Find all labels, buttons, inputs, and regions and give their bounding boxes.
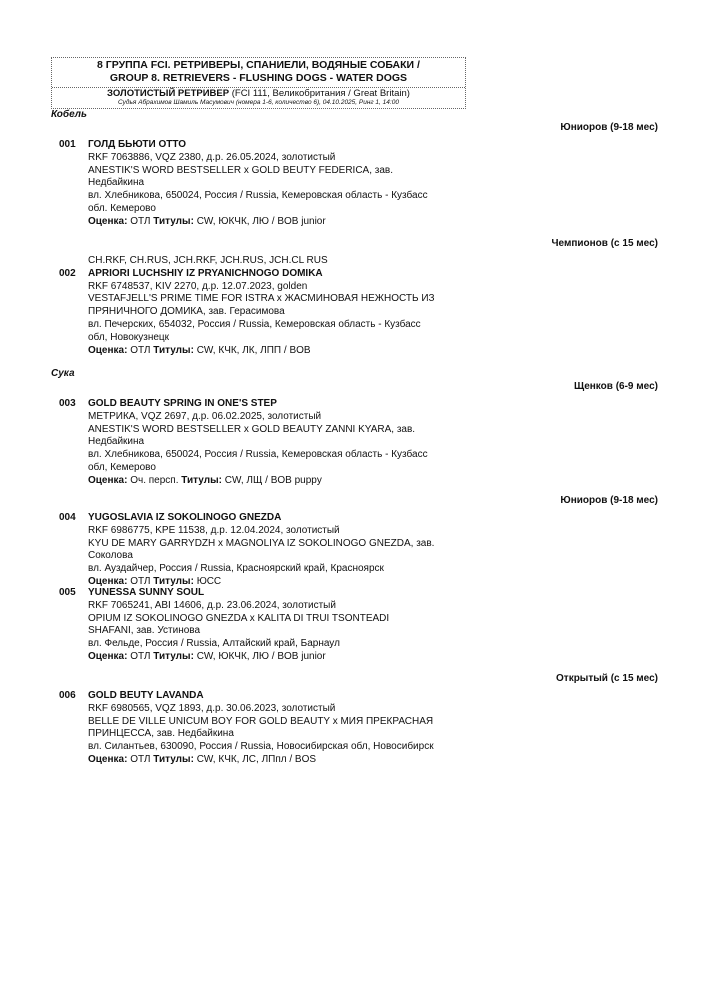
- titles-value: CW, КЧК, ЛК, ЛПП / BOB: [196, 344, 311, 356]
- dog-result: [88, 651, 478, 664]
- dog-prior-titles: CH.RKF, CH.RUS, JCH.RKF, JCH.RUS, JCH.CL RUS: [88, 255, 328, 266]
- dog-owner-cont: обл, Кемерово: [88, 461, 156, 473]
- catalog-number: 001: [59, 139, 76, 150]
- titles-label: Титулы:: [153, 215, 194, 227]
- dog-owner: вл. Силантьев, 630090, Россия / Russia, Новосибирская обл, Новосибирск: [88, 741, 434, 753]
- dog-entry: [88, 587, 478, 664]
- dog-name: APRIORI LUCHSHIY IZ PRYANICHNOGO DOMIKA: [88, 267, 323, 279]
- dog-parents-cont: ПРЯНИЧНОГО ДОМИКА, зав. Герасимова: [88, 306, 285, 318]
- class-heading: Щенков (6-9 мес): [574, 381, 658, 392]
- dog-registration: RKF 6980565, VQZ 1893, д.р. 30.06.2023, золотистый: [88, 702, 336, 714]
- titles-value: CW, КЧК, ЛС, ЛПпл / BOS: [196, 753, 317, 765]
- catalog-number: 006: [59, 690, 76, 701]
- rating-value: ОТЛ: [130, 650, 151, 662]
- rating-value: ОТЛ: [130, 215, 151, 227]
- dog-parents: ANESTIK'S WORD BESTSELLER x GOLD BEUTY FEDERICA, зав.: [88, 164, 394, 176]
- dog-registration: RKF 6986775, KPE 11538, д.р. 12.04.2024, золотистый: [88, 524, 340, 536]
- dog-parents-cont: SHAFANI, зав. Устинова: [88, 625, 201, 637]
- group-title-line-1: 8 ГРУППА FCI. РЕТРИВЕРЫ, СПАНИЕЛИ, ВОДЯНЫЕ СОБАКИ /: [97, 59, 420, 71]
- group-title: [52, 58, 465, 88]
- dog-parents: OPIUM IZ SOKOLINOGO GNEZDA x KALITA DI TRUI TSONTEADI: [88, 612, 390, 624]
- rating-label: Оценка:: [88, 753, 128, 765]
- dog-entry: [88, 398, 478, 488]
- dog-parents-cont: ПРИНЦЕССА, зав. Недбайкина: [88, 728, 234, 740]
- titles-label: Титулы:: [181, 474, 222, 486]
- class-heading: Юниоров (9-18 мес): [560, 495, 658, 506]
- dog-parents-cont: Соколова: [88, 550, 133, 562]
- dog-owner-cont: обл, Новокузнецк: [88, 331, 170, 343]
- rating-value: ОТЛ: [130, 575, 151, 587]
- dog-name: YUGOSLAVIA IZ SOKOLINOGO GNEZDA: [88, 512, 282, 523]
- section-sex-male: Кобель: [51, 109, 87, 120]
- dog-parents: ANESTIK'S WORD BESTSELLER x GOLD BEAUTY ZANNI KYARA, зав.: [88, 423, 416, 435]
- titles-label: Титулы:: [153, 344, 194, 356]
- breed-info: (FCI 111, Великобритания / Great Britain): [231, 88, 410, 99]
- dog-name: GOLD BEUTY LAVANDA: [88, 690, 204, 701]
- section-sex-female: Сука: [51, 368, 75, 379]
- titles-label: Титулы:: [153, 650, 194, 662]
- rating-label: Оценка:: [88, 215, 128, 227]
- dog-name: GOLD BEAUTY SPRING IN ONE'S STEP: [88, 398, 277, 409]
- dog-owner: вл. Печерских, 654032, Россия / Russia, Кемеровская область - Кузбасс: [88, 318, 421, 330]
- rating-value: ОТЛ: [130, 753, 151, 765]
- rating-label: Оценка:: [88, 474, 128, 486]
- rating-label: Оценка:: [88, 575, 128, 587]
- breed-row: [52, 88, 465, 99]
- titles-label: Титулы:: [153, 753, 194, 765]
- dog-registration: RKF 7063886, VQZ 2380, д.р. 26.05.2024, золотистый: [88, 151, 336, 163]
- dog-entry: [88, 139, 478, 229]
- titles-value: CW, ЮКЧК, ЛЮ / BOB junior: [196, 215, 326, 227]
- dog-name: YUNESSA SUNNY SOUL: [88, 587, 205, 598]
- dog-entry: [88, 690, 478, 767]
- catalog-number: 004: [59, 512, 76, 523]
- catalog-number: 005: [59, 587, 76, 598]
- class-heading: Открытый (с 15 мес): [556, 673, 658, 684]
- titles-value: ЮСС: [196, 575, 222, 587]
- dog-registration: МЕТРИКА, VQZ 2697, д.р. 06.02.2025, золотистый: [88, 410, 322, 422]
- rating-value: Оч. персп.: [130, 474, 179, 486]
- dog-owner: вл. Ауздайчер, Россия / Russia, Красноярский край, Красноярск: [88, 563, 384, 575]
- catalog-header: [51, 57, 466, 109]
- class-heading: Чемпионов (с 15 мес): [551, 238, 658, 249]
- titles-value: CW, ЮКЧК, ЛЮ / BOB junior: [196, 650, 326, 662]
- dog-registration: RKF 6748537, KIV 2270, д.р. 12.07.2023, golden: [88, 280, 308, 292]
- dog-result: [88, 754, 478, 767]
- catalog-number: 002: [59, 268, 76, 279]
- dog-parents: KYU DE MARY GARRYDZH x MAGNOLIYA IZ SOKOLINOGO GNEZDA, зав.: [88, 537, 435, 549]
- dog-entry: [88, 255, 478, 357]
- class-heading: Юниоров (9-18 мес): [560, 122, 658, 133]
- dog-name: ГОЛД БЬЮТИ ОТТО: [88, 139, 187, 150]
- dog-owner-cont: обл. Кемерово: [88, 202, 156, 214]
- rating-label: Оценка:: [88, 650, 128, 662]
- dog-result: [88, 216, 478, 229]
- titles-value: CW, ЛЩ / BOB puppy: [224, 474, 322, 486]
- dog-parents: BELLE DE VILLE UNICUM BOY FOR GOLD BEAUTY x МИЯ ПРЕКРАСНАЯ: [88, 715, 434, 727]
- judge-info: Судья Абрахимов Шамиль Масумович (номера 1-6, количество 6), 04.10.2025, Ринг 1, 14:00: [118, 99, 399, 106]
- dog-owner: вл. Фельде, Россия / Russia, Алтайский край, Барнаул: [88, 638, 340, 650]
- dog-owner: вл. Хлебникова, 650024, Россия / Russia, Кемеровская область - Кузбасс: [88, 190, 428, 202]
- catalog-number: 003: [59, 398, 76, 409]
- dog-parents-cont: Недбайкина: [88, 177, 145, 189]
- titles-label: Титулы:: [153, 575, 194, 587]
- group-title-line-2: GROUP 8. RETRIEVERS - FLUSHING DOGS - WATER DOGS: [109, 72, 408, 84]
- breed-name: ЗОЛОТИСТЫЙ РЕТРИВЕР: [107, 88, 230, 99]
- dog-entry: [88, 512, 478, 589]
- dog-result: [88, 345, 478, 358]
- dog-parents-cont: Недбайкина: [88, 436, 145, 448]
- rating-label: Оценка:: [88, 344, 128, 356]
- dog-result: [88, 475, 478, 488]
- dog-registration: RKF 7065241, ABI 14606, д.р. 23.06.2024, золотистый: [88, 599, 336, 611]
- dog-parents: VESTAFJELL'S PRIME TIME FOR ISTRA x ЖАСМИНОВАЯ НЕЖНОСТЬ ИЗ: [88, 293, 435, 305]
- dog-owner: вл. Хлебникова, 650024, Россия / Russia, Кемеровская область - Кузбасс: [88, 449, 428, 461]
- rating-value: ОТЛ: [130, 344, 151, 356]
